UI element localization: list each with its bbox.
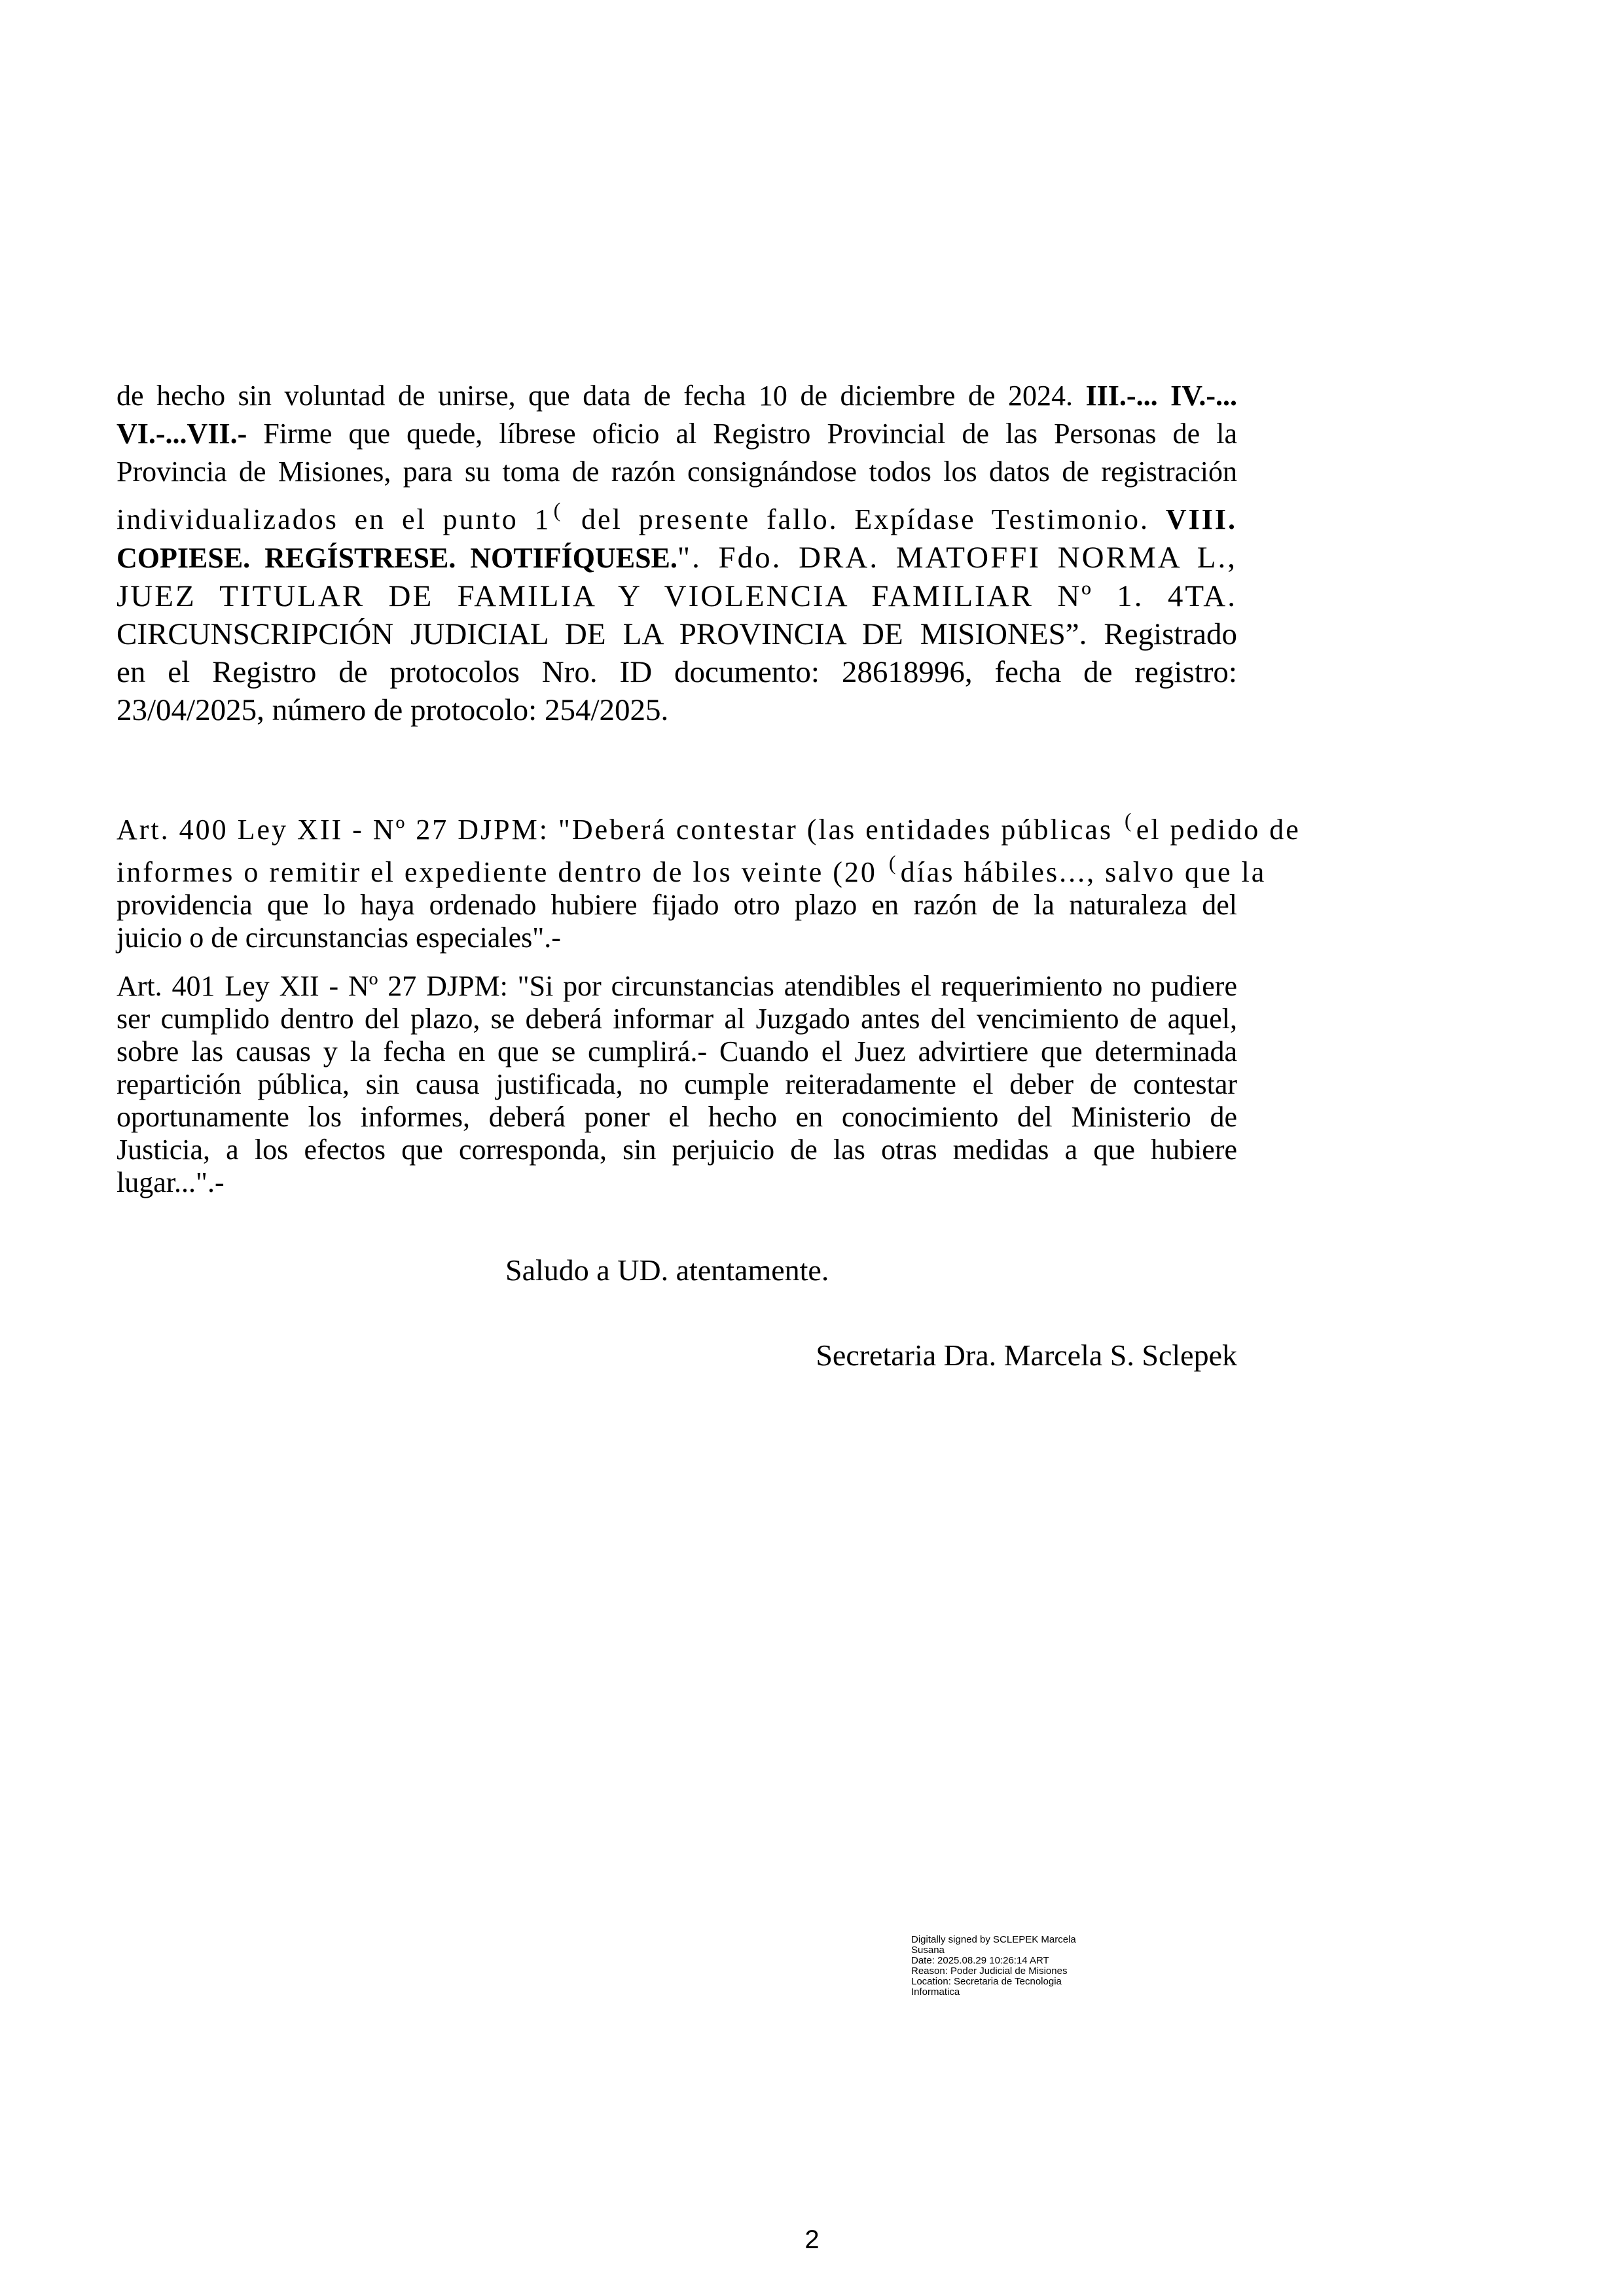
text-line: 23/04/2025, número de protocolo: 254/2025. — [117, 693, 669, 727]
text-segment: Art. 400 Ley XII - Nº 27 DJPM: "Deberá contestar (las entidades públicas — [117, 814, 1123, 846]
article-401-paragraph — [117, 970, 1237, 1199]
stamp-line: Digitally signed by SCLEPEK Marcela — [911, 1934, 1076, 1945]
stamp-line: Location: Secretaria de Tecnologia — [911, 1976, 1062, 1987]
bold-segment: III.-... IV.-... — [1085, 380, 1237, 412]
text-segment: el pedido de — [1136, 814, 1301, 846]
signature-line: Secretaria Dra. Marcela S. Sclepek — [816, 1338, 1237, 1372]
text-line — [117, 415, 1237, 453]
text-segment: individualizados en el punto 1 — [117, 503, 551, 535]
resolution-paragraph — [117, 377, 1237, 729]
digital-signature-stamp — [911, 1935, 1076, 1998]
superscript-paren: ( — [888, 851, 898, 874]
text-line: providencia que lo haya ordenado hubiere fijado otro plazo en razón de la naturaleza del — [117, 889, 1237, 921]
bold-segment: COPIESE. REGÍSTRESE. NOTIFÍQUESE. — [117, 542, 677, 574]
closing-greeting: Saludo a UD. atentamente. — [505, 1253, 829, 1287]
article-400-paragraph — [117, 804, 1301, 954]
text-line: oportunamente los informes, deberá poner el hecho en conocimiento del Ministerio de — [117, 1101, 1237, 1133]
text-line: JUEZ TITULAR DE FAMILIA Y VIOLENCIA FAMILIAR Nº 1. 4TA. — [117, 579, 1237, 613]
text-line: Provincia de Misiones, para su toma de razón consignándose todos los datos de registración — [117, 456, 1237, 488]
text-line — [117, 491, 1237, 539]
text-segment: del presente fallo. Expídase Testimonio. — [565, 503, 1166, 535]
text-line: repartición pública, sin causa justificada, no cumple reiteradamente el deber de contestar — [117, 1068, 1237, 1100]
text-line: juicio o de circunstancias especiales".- — [117, 922, 561, 954]
text-line — [117, 804, 1301, 846]
stamp-line: Informatica — [911, 1986, 960, 1998]
text-line — [117, 377, 1237, 415]
text-line: Art. 401 Ley XII - Nº 27 DJPM: "Si por circunstancias atendibles el requerimiento no pudiere — [117, 970, 1237, 1002]
text-line: en el Registro de protocolos Nro. ID documento: 28618996, fecha de registro: — [117, 655, 1237, 689]
text-line: ser cumplido dentro del plazo, se deberá informar al Juzgado antes del vencimiento de aquel, — [117, 1003, 1237, 1035]
text-line — [117, 539, 1237, 577]
bold-segment: VI.-...VII.- — [117, 418, 247, 450]
text-line — [117, 846, 1267, 889]
text-line: lugar...".- — [117, 1166, 225, 1198]
superscript-paren: ( — [1125, 808, 1134, 832]
text-segment: Firme que quede, líbrese oficio al Registro Provincial de las Personas de la — [247, 418, 1237, 450]
text-segment: días hábiles..., salvo que la — [900, 856, 1267, 888]
text-segment: de hecho sin voluntad de unirse, que data de fecha 10 de diciembre de 2024. — [117, 380, 1086, 412]
stamp-line: Date: 2025.08.29 10:26:14 ART — [911, 1955, 1049, 1966]
text-line: Justicia, a los efectos que corresponda, sin perjuicio de las otras medidas a que hubiere — [117, 1134, 1237, 1166]
text-segment: informes o remitir el expediente dentro de los veinte (20 — [117, 856, 886, 888]
text-line: sobre las causas y la fecha en que se cumplirá.- Cuando el Juez advirtiere que determinada — [117, 1035, 1237, 1067]
text-line: CIRCUNSCRIPCIÓN JUDICIAL DE LA PROVINCIA DE MISIONES”. Registrado — [117, 617, 1237, 651]
stamp-line: Reason: Poder Judicial de Misiones — [911, 1965, 1068, 1977]
stamp-line: Susana — [911, 1945, 945, 1956]
superscript-paren: ( — [553, 498, 563, 522]
page-number: 2 — [804, 2225, 820, 2254]
text-segment: ". Fdo. DRA. MATOFFI NORMA L., — [677, 541, 1237, 575]
bold-segment: VIII. — [1165, 503, 1238, 535]
